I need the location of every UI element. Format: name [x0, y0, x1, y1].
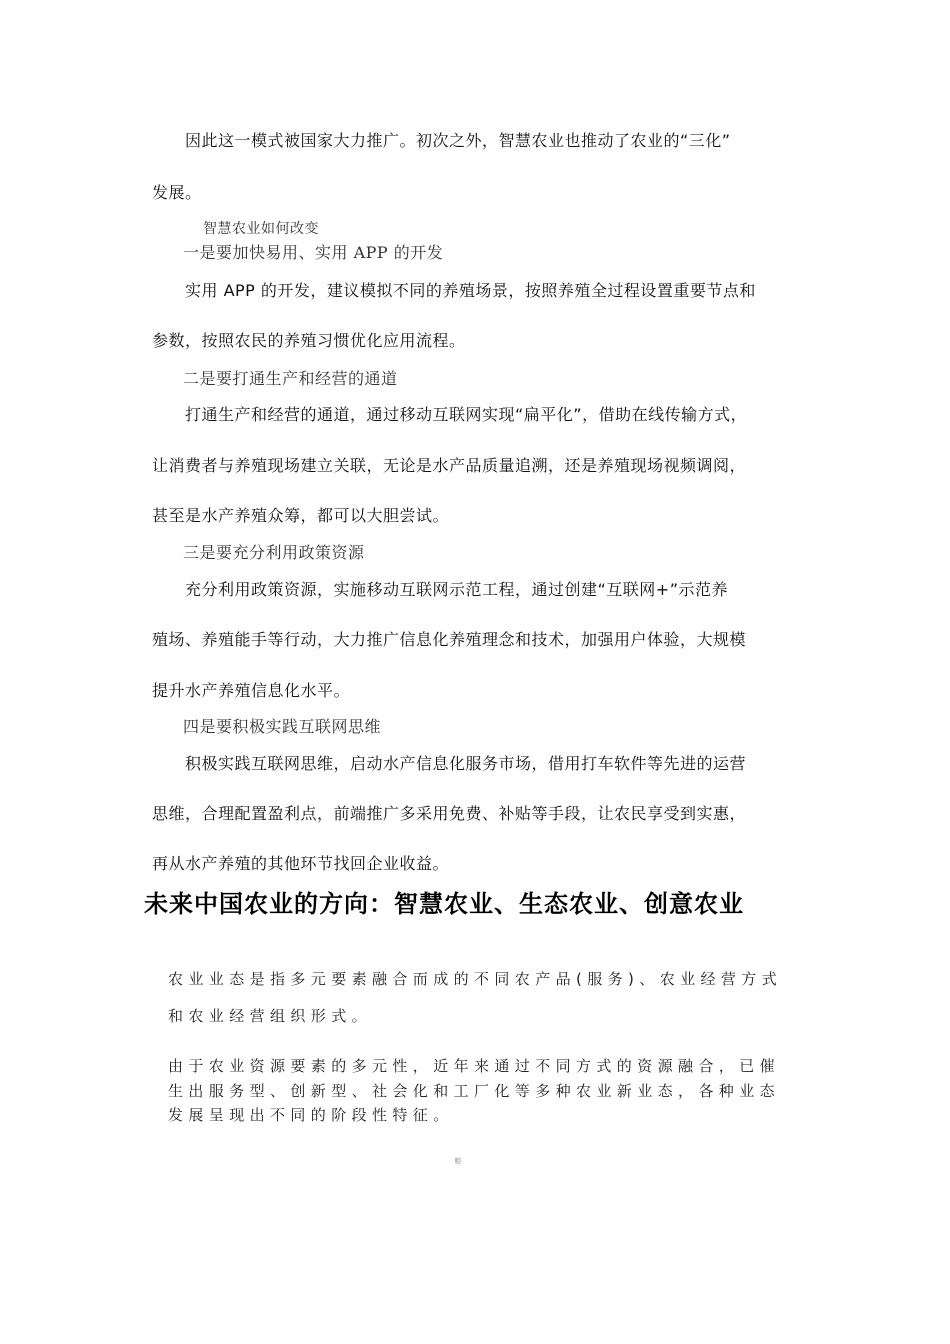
section-heading: 四是要积极实践互联网思维 — [183, 717, 382, 736]
paragraph-line: 发展呈现出不同的阶段性特征。 — [168, 1106, 454, 1124]
paragraph-line: 由于农业资源要素的多元性，近年来通过不同方式的资源融合，已催 — [168, 1057, 781, 1075]
paragraph-line: 积极实践互联网思维，启动水产信息化服务市场，借用打车软件等先进的运营 — [185, 754, 747, 773]
paragraph-line: 让消费者与养殖现场建立关联，无论是水产品质量追溯，还是养殖现场视频调阅， — [152, 456, 747, 475]
paragraph-line: 甚至是水产养殖众筹，都可以大胆尝试。 — [152, 506, 450, 525]
paragraph-line: 农业业态是指多元要素融合而成的不同农产品(服务)、农业经营方式 — [168, 970, 783, 988]
paragraph-line: 实用 APP 的开发，建议模拟不同的养殖场景，按照养殖全过程设置重要节点和 — [185, 281, 756, 300]
section-heading: 二是要打通生产和经营的通道 — [183, 369, 398, 388]
paragraph-line: 发展。 — [152, 183, 202, 202]
paragraph-line: 和农业经营组织形式。 — [168, 1007, 373, 1025]
section-heading: 三是要充分利用政策资源 — [183, 543, 365, 562]
section-heading: 一是要加快易用、实用 APP 的开发 — [183, 243, 444, 262]
article-title: 未来中国农业的方向：智慧农业、生态农业、创意农业 — [144, 890, 744, 918]
paragraph-line: 充分利用政策资源，实施移动互联网示范工程，通过创建“互联网+”示范养 — [185, 580, 728, 599]
paragraph-line: 提升水产养殖信息化水平。 — [152, 681, 351, 700]
page-marker: 腔 — [455, 1158, 462, 1165]
paragraph-line: 因此这一模式被国家大力推广。初次之外，智慧农业也推动了农业的“三化” — [185, 131, 731, 150]
paragraph-line: 参数，按照农民的养殖习惯优化应用流程。 — [152, 331, 466, 350]
paragraph-line: 殖场、养殖能手等行动，大力推广信息化养殖理念和技术，加强用户体验，大规模 — [152, 630, 747, 649]
paragraph-line: 再从水产养殖的其他环节找回企业收益。 — [152, 854, 450, 873]
paragraph-line: 打通生产和经营的通道，通过移动互联网实现“扁平化”，借助在线传输方式， — [185, 405, 748, 424]
paragraph-line: 生出服务型、创新型、社会化和工厂化等多种农业新业态，各种业态 — [168, 1082, 781, 1100]
section-subheading: 智慧农业如何改变 — [203, 221, 319, 237]
paragraph-line: 思维，合理配置盈利点，前端推广多采用免费、补贴等手段，让农民享受到实惠， — [152, 804, 747, 823]
